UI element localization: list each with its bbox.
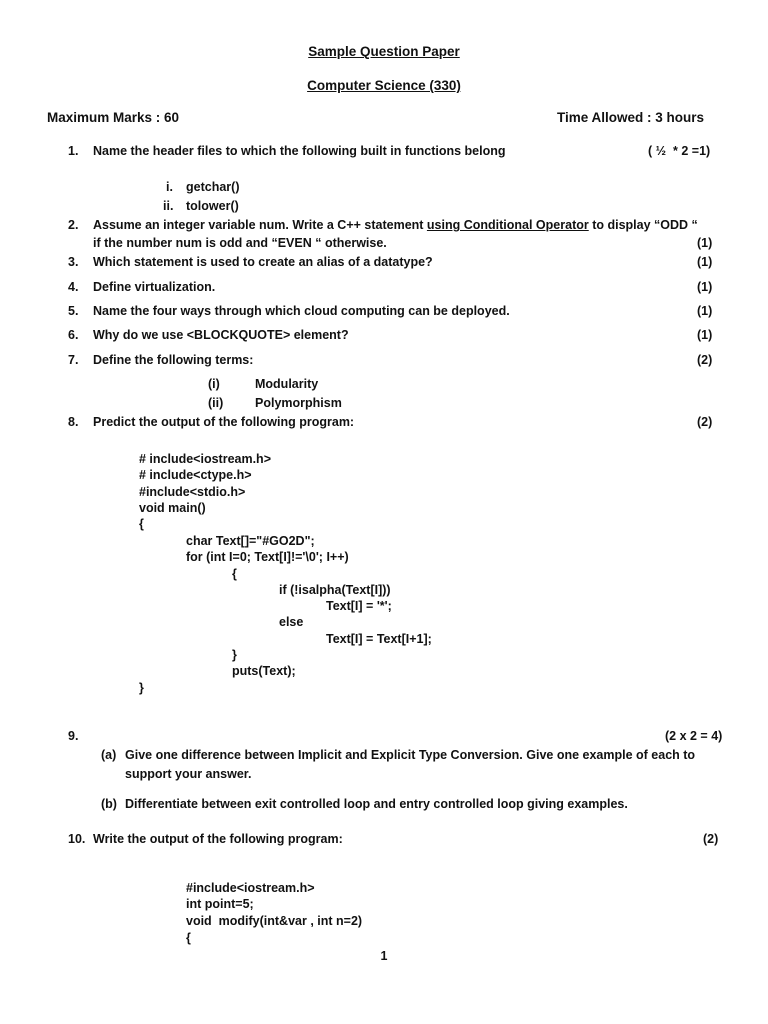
question-2-marks: (1) [697,236,713,250]
code-line: # include<ctype.h> [139,468,252,482]
question-3-text: Which statement is used to create an alias of a datatype? [93,255,433,269]
code-line: # include<iostream.h> [139,452,271,466]
code-line: } [139,681,144,695]
question-6-marks: (1) [697,328,713,342]
code-line: { [232,567,237,581]
question-9-number: 9. [68,729,79,743]
question-2-text-a: Assume an integer variable num. Write a C++ statement [93,218,427,232]
question-5-number: 5. [68,304,79,318]
question-7-item-roman: (ii) [208,396,224,410]
question-9a-text-cont: support your answer. [125,767,252,781]
question-9b-label: (b) [101,797,117,811]
question-8-text: Predict the output of the following program: [93,415,355,429]
question-6-text: Why do we use <BLOCKQUOTE> element? [93,328,349,342]
question-9a-label: (a) [101,748,117,762]
paper-title: Sample Question Paper [308,44,460,59]
code-line: Text[I] = Text[I+1]; [326,632,432,646]
question-1-number: 1. [68,144,79,158]
question-7-marks: (2) [697,353,713,367]
question-6-number: 6. [68,328,79,342]
code-line: puts(Text); [232,664,296,678]
question-1-text: Name the header files to which the following built in functions belong [93,144,506,158]
code-line: else [279,615,304,629]
code-line: char Text[]="#GO2D"; [186,534,315,548]
question-8-marks: (2) [697,415,713,429]
code-line: #include<stdio.h> [139,485,246,499]
question-5-marks: (1) [697,304,713,318]
question-2-number: 2. [68,218,79,232]
code-line: } [232,648,237,662]
code-line: Text[I] = '*'; [326,599,392,613]
code-line: { [186,931,191,945]
question-10-marks: (2) [703,832,719,846]
question-7-item-roman: (i) [208,377,220,391]
question-3-marks: (1) [697,255,713,269]
code-line: int point=5; [186,897,254,911]
max-marks: Maximum Marks : 60 [47,110,180,125]
code-line: void modify(int&var , int n=2) [186,914,363,928]
page-number: 1 [380,949,388,963]
question-2-text-b: to display “ODD “ [588,218,698,232]
question-9-marks: (2 x 2 = 4) [665,729,723,743]
paper-subject: Computer Science (330) [307,78,461,93]
code-line: if (!isalpha(Text[I])) [279,583,391,597]
question-1-item-roman: i. [166,180,173,194]
question-9a-text: Give one difference between Implicit and Explicit Type Conversion. Give one example of each to [125,748,696,762]
question-7-number: 7. [68,353,79,367]
question-1-item-text: getchar() [186,180,240,194]
question-4-marks: (1) [697,280,713,294]
code-line: { [139,517,144,531]
question-7-item-text: Polymorphism [255,396,342,410]
time-allowed: Time Allowed : 3 hours [557,110,705,125]
question-2-text [93,217,698,233]
question-9b-text: Differentiate between exit controlled loop and entry controlled loop giving examples. [125,797,628,811]
question-8-number: 8. [68,415,79,429]
question-3-number: 3. [68,255,79,269]
question-1-item-text: tolower() [186,199,239,213]
question-7-item-text: Modularity [255,377,319,391]
question-2-line2: if the number num is odd and “EVEN “ otherwise. [93,236,387,250]
question-5-text: Name the four ways through which cloud computing can be deployed. [93,304,510,318]
question-4-number: 4. [68,280,79,294]
question-2-underlined: using Conditional Operator [426,218,589,232]
question-10-number: 10. [68,832,86,846]
code-line: #include<iostream.h> [186,881,315,895]
code-line: void main() [139,501,206,515]
question-10-text: Write the output of the following program: [93,832,343,846]
question-1-marks: ( ½ * 2 =1) [648,144,711,158]
question-4-text: Define virtualization. [93,280,216,294]
question-7-text: Define the following terms: [93,353,254,367]
question-1-item-roman: ii. [163,199,174,213]
code-line: for (int I=0; Text[I]!='\0'; I++) [186,550,349,564]
